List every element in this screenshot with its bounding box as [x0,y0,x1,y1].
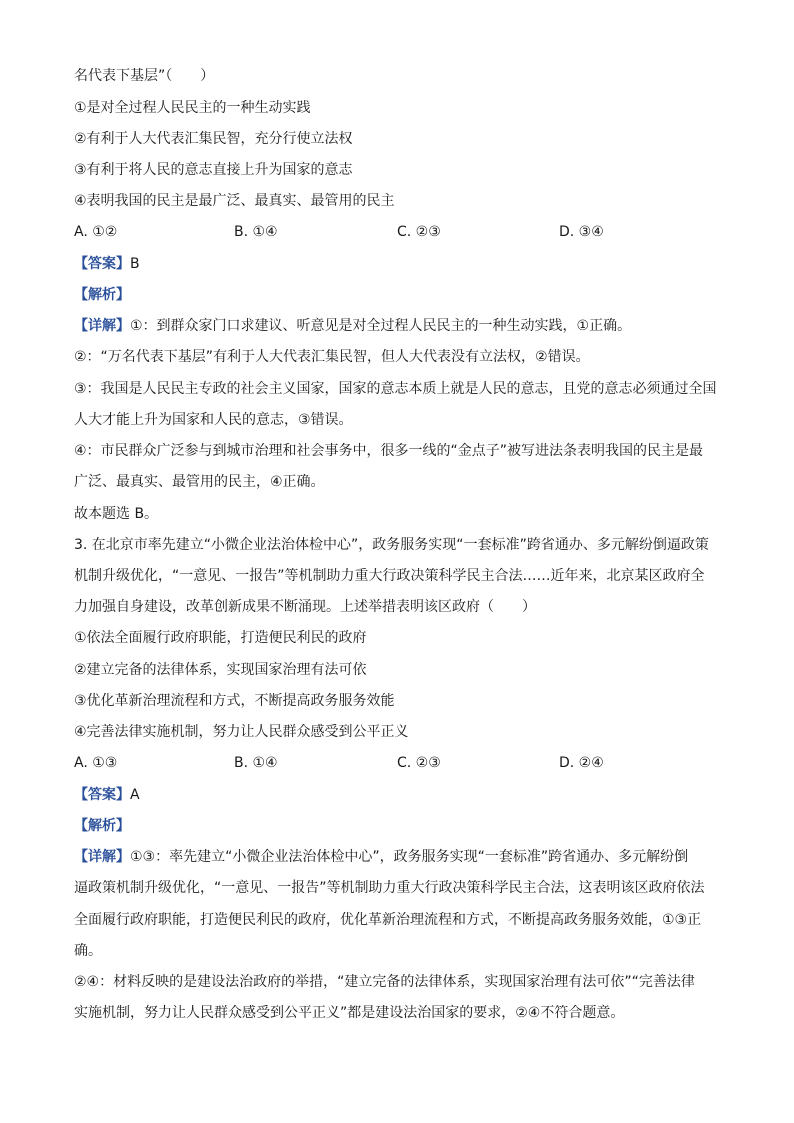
analysis-tag: 【解析】 [74,818,130,834]
q3-detail-6: 实施机制，努力让人民群众感受到公平正义”都是建设法治国家的要求，②④不符合题意。 [74,1005,625,1021]
q3-detail-2: 逼政策机制升级优化，“一意见、一报告”等机制助力重大行政决策科学民主合法，这表明该区政府依法 [74,880,705,896]
answer-value: A [130,787,140,803]
q2-statement-2: ②有利于人大代表汇集民智，充分行使立法权 [74,131,353,147]
q3-option-b: B. ①④ [234,755,278,771]
q2-detail-5: ④：市民群众广泛参与到城市治理和社会事务中，很多一线的“金点子”被写进法条表明我国的民主是最 [74,443,704,459]
q3-stem-3: 力加强自身建设，改革创新成果不断涌现。上述举措表明该区政府（ ） [74,599,536,615]
q2-option-a: A. ①② [74,224,118,240]
q2-option-b: B. ①④ [234,224,278,240]
q3-statement-4: ④完善法律实施机制，努力让人民群众感受到公平正义 [74,724,409,740]
q2-stem-tail: 名代表下基层”（ ） [74,68,215,84]
q3-option-c: C. ②③ [397,755,441,771]
q2-options [74,222,724,242]
q2-detail-2: ②：“万名代表下基层”有利于人大代表汇集民智，但人大代表没有立法权，②错误。 [74,349,590,365]
q3-statement-2: ②建立完备的法律体系，实现国家治理有法可依 [74,662,367,678]
analysis-tag: 【解析】 [74,287,130,303]
q2-statement-1: ①是对全过程人民民主的一种生动实践 [74,100,311,116]
q3-option-a: A. ①③ [74,755,118,771]
q2-statement-3: ③有利于将人民的意志直接上升为国家的意志 [74,162,353,178]
q2-detail-3: ③：我国是人民民主专政的社会主义国家，国家的意志本质上就是人民的意志，且党的意志必须通过全国 [74,381,717,397]
q3-detail-4: 确。 [74,943,102,959]
q2-option-c: C. ②③ [397,224,441,240]
q3-answer [74,785,724,805]
answer-tag: 【答案】 [74,256,130,272]
detail-text: ①③：率先建立“小微企业法治体检中心”，政务服务实现“一套标准”跨省通办、多元解纷倒 [130,849,689,865]
q2-detail-6: 广泛、最真实、最管用的民主，④正确。 [74,474,325,490]
q2-detail-1 [74,316,724,336]
detail-tag: 【详解】 [74,849,130,865]
answer-value: B [130,256,140,272]
q3-detail-5: ②④：材料反映的是建设法治政府的举措，“建立完备的法律体系，实现国家治理有法可依”“完善法律 [74,974,695,990]
q3-analysis [74,816,724,836]
q3-option-d: D. ②④ [559,755,604,771]
q3-stem-1: 3. 在北京市率先建立“小微企业法治体检中心”，政务服务实现“一套标准”跨省通办、多元解纷倒逼政策 [74,537,709,553]
q3-statement-3: ③优化革新治理流程和方式，不断提高政务服务效能 [74,693,395,709]
detail-tag: 【详解】 [74,318,130,334]
q3-stem-2: 机制升级优化，“一意见、一报告”等机制助力重大行政决策科学民主合法……近年来，北京某区政府全 [74,568,705,584]
q3-options [74,753,724,773]
q2-conclusion: 故本题选 B。 [74,506,159,522]
q2-option-d: D. ③④ [559,224,604,240]
q3-detail-1 [74,847,724,867]
q2-statement-4: ④表明我国的民主是最广泛、最真实、最管用的民主 [74,193,395,209]
q3-statement-1: ①依法全面履行政府职能，打造便民利民的政府 [74,630,367,646]
q3-detail-3: 全面履行政府职能，打造便民利民的政府，优化革新治理流程和方式，不断提高政务服务效能，①③正 [74,912,702,928]
detail-text: ①：到群众家门口求建议、听意见是对全过程人民民主的一种生动实践，①正确。 [130,318,632,334]
answer-tag: 【答案】 [74,787,130,803]
q2-answer [74,254,724,274]
q2-detail-4: 人大才能上升为国家和人民的意志，③错误。 [74,412,353,428]
q2-analysis [74,285,724,305]
